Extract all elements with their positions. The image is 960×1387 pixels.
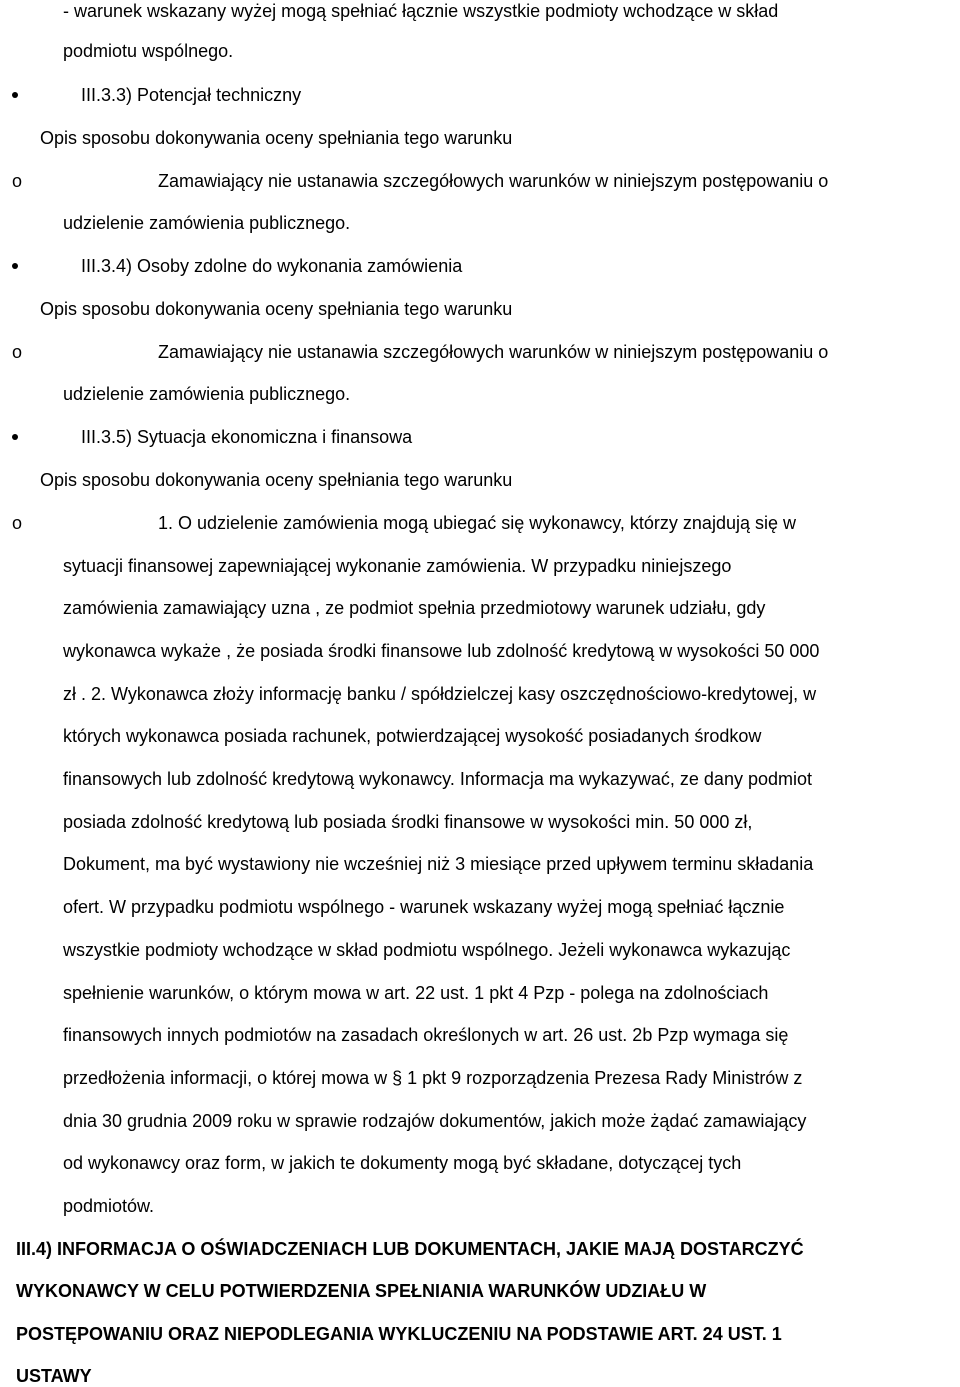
circle-list-marker: o [12, 513, 23, 533]
body-text-line: dnia 30 grudnia 2009 roku w sprawie rodzajów dokumentów, jakich może żądać zamawiający [63, 1111, 807, 1131]
body-text-line: Zamawiający nie ustanawia szczegółowych warunków w niniejszym postępowaniu o [158, 171, 829, 191]
body-text-line: udzielenie zamówienia publicznego. [63, 213, 351, 233]
section-subheading: Opis sposobu dokonywania oceny spełniania tego warunku [40, 128, 513, 148]
body-text-line: podmiotu wspólnego. [63, 41, 234, 61]
circle-list-marker: o [12, 342, 23, 362]
body-text-line: zamówienia zamawiający uzna , ze podmiot spełnia przedmiotowy warunek udziału, gdy [63, 598, 766, 618]
bullet-icon [12, 92, 18, 98]
bullet-icon [12, 263, 18, 269]
section-heading: III.3.3) Potencjał techniczny [81, 85, 302, 105]
section-heading-caps: III.4) INFORMACJA O OŚWIADCZENIACH LUB DOKUMENTACH, JAKIE MAJĄ DOSTARCZYĆ [16, 1239, 804, 1259]
section-heading-caps: WYKONAWCY W CELU POTWIERDZENIA SPEŁNIANIA WARUNKÓW UDZIAŁU W [16, 1281, 707, 1301]
body-text-line: spełnienie warunków, o którym mowa w art. 22 ust. 1 pkt 4 Pzp - polega na zdolnościach [63, 983, 769, 1003]
body-text-line: 1. O udzielenie zamówienia mogą ubiegać się wykonawcy, którzy znajdują się w [158, 513, 796, 533]
body-text-line: Dokument, ma być wystawiony nie wcześniej niż 3 miesiące przed upływem terminu składania [63, 854, 814, 874]
section-subheading: Opis sposobu dokonywania oceny spełniania tego warunku [40, 299, 513, 319]
circle-list-marker: o [12, 171, 23, 191]
body-text-line: ofert. W przypadku podmiotu wspólnego - warunek wskazany wyżej mogą spełniać łącznie [63, 897, 785, 917]
bullet-icon [12, 434, 18, 440]
body-text-line: przedłożenia informacji, o której mowa w § 1 pkt 9 rozporządzenia Prezesa Rady Ministrów z [63, 1068, 803, 1088]
section-heading-caps: POSTĘPOWANIU ORAZ NIEPODLEGANIA WYKLUCZENIU NA PODSTAWIE ART. 24 UST. 1 [16, 1324, 782, 1344]
section-heading-caps: USTAWY [16, 1366, 92, 1386]
body-text-line: od wykonawcy oraz form, w jakich te dokumenty mogą być składane, dotyczącej tych [63, 1153, 742, 1173]
body-text-line: wszystkie podmioty wchodzące w skład podmiotu wspólnego. Jeżeli wykonawca wykazując [63, 940, 791, 960]
body-text-line: podmiotów. [63, 1196, 155, 1216]
body-text-line: - warunek wskazany wyżej mogą spełniać łącznie wszystkie podmioty wchodzące w skład [63, 1, 779, 21]
body-text-line: Zamawiający nie ustanawia szczegółowych warunków w niniejszym postępowaniu o [158, 342, 829, 362]
section-heading: III.3.5) Sytuacja ekonomiczna i finansowa [81, 427, 413, 447]
section-subheading: Opis sposobu dokonywania oceny spełniania tego warunku [40, 470, 513, 490]
body-text-line: wykonawca wykaże , że posiada środki finansowe lub zdolność kredytową w wysokości 50 000 [63, 641, 820, 661]
body-text-line: finansowych lub zdolność kredytową wykonawcy. Informacja ma wykazywać, ze dany podmiot [63, 769, 812, 789]
body-text-line: sytuacji finansowej zapewniającej wykonanie zamówienia. W przypadku niniejszego [63, 556, 732, 576]
body-text-line: których wykonawca posiada rachunek, potwierdzającej wysokość posiadanych środkow [63, 726, 762, 746]
section-heading: III.3.4) Osoby zdolne do wykonania zamówienia [81, 256, 463, 276]
body-text-line: zł . 2. Wykonawca złoży informację banku / spółdzielczej kasy oszczędnościowo-kredytowej, w [63, 684, 817, 704]
body-text-line: udzielenie zamówienia publicznego. [63, 384, 351, 404]
body-text-line: posiada zdolność kredytową lub posiada środki finansowe w wysokości min. 50 000 zł, [63, 812, 753, 832]
body-text-line: finansowych innych podmiotów na zasadach określonych w art. 26 ust. 2b Pzp wymaga się [63, 1025, 789, 1045]
